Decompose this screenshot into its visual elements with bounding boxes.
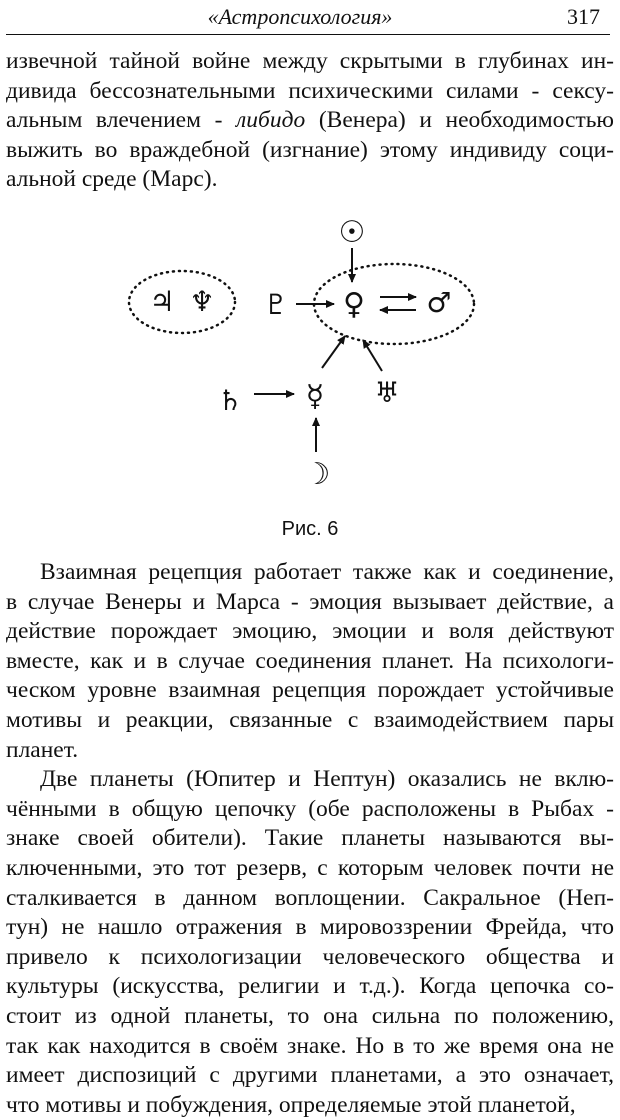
mars-icon: ♂ (426, 286, 452, 319)
text-line: привело к психологизации человеческого общества и (6, 943, 614, 970)
text-line: в случае Венеры и Марса - эмоция вызывает действие, а (6, 588, 614, 615)
text-line: что мотивы и побуждения, определяемые этой планетой, (6, 1091, 576, 1118)
text-line: имеет диспозиций с другими планетами, а это означает, (6, 1062, 614, 1089)
arrow-uranus-to-venus (363, 340, 382, 371)
planet-chain-diagram (110, 206, 510, 506)
text-line: планет. (6, 736, 79, 763)
arrow-mercury-to-venus (322, 336, 345, 368)
dotted-ellipse-jupiter-neptune (129, 271, 235, 333)
text-line-with-italic (6, 106, 614, 136)
moon-icon: ☽ (303, 457, 331, 492)
uranus-icon: ♅ (374, 376, 400, 409)
body-paragraphs (6, 558, 614, 1120)
text-line: вместе, как и в случае соединения планет. На психологи- (6, 647, 614, 674)
text-line: мотивы и реакции, связанные с взаимодействием пары (6, 706, 614, 733)
text-line: стоит из одной планеты, то она сильна по положению, (6, 1002, 614, 1029)
text-run: (Венера) и необходимостью (305, 107, 614, 134)
text-line: извечной тайной войне между скрытыми в глубинах ин- (6, 48, 614, 74)
text-line: дивида бессознательными психическими силами - сексу- (6, 77, 614, 104)
text-line: знаке своей обители). Такие планеты называются вы- (6, 825, 614, 852)
text-run: альным влечением - (6, 107, 236, 134)
venus-icon: ♀ (343, 287, 365, 322)
jupiter-icon: ♃ (149, 285, 175, 318)
text-line: чёнными в общую цепочку (обе расположены в Рыбах - (6, 795, 614, 822)
page-number: 317 (567, 4, 600, 29)
text-line: действие порождает эмоцию, эмоции и воля действуют (6, 618, 614, 645)
text-line: так как находится в своём знаке. Но в то же время она не (6, 1032, 614, 1059)
text-line: тун) не нашло отражения в мировоззрении Фрейда, что (6, 914, 614, 941)
text-line: культуры (искусства, религии и т.д.). Когда цепочка со- (6, 973, 614, 1000)
text-line: Взаимная рецепция работает также как и соединение, (40, 559, 614, 585)
text-line: Две планеты (Юпитер и Нептун) оказались не вклю- (40, 766, 614, 793)
mercury-icon: ☿ (305, 379, 325, 414)
page-header (0, 0, 620, 38)
italic-term-libido: либидо (236, 107, 306, 134)
intro-paragraph (6, 47, 614, 195)
neptune-icon: ♆ (189, 285, 215, 318)
text-line: выжить во враждебной (изгнание) этому индивиду соци- (6, 136, 614, 163)
saturn-icon: ♄ (217, 384, 243, 417)
sun-icon: ☉ (338, 215, 366, 250)
text-line: сталкивается в данном воплощении. Сакральное (Неп- (6, 884, 614, 911)
text-line: ключенными, это тот резерв, с которым человек почти не (6, 854, 614, 881)
text-line: ческом уровне взаимная рецепция порождает устойчивые (6, 677, 614, 704)
header-rule (6, 34, 610, 35)
pluto-icon: ♇ (263, 288, 289, 321)
figure-caption: Рис. 6 (281, 518, 339, 540)
running-title: «Астропсихология» (207, 4, 393, 29)
text-line: альной среде (Марс). (6, 166, 218, 193)
